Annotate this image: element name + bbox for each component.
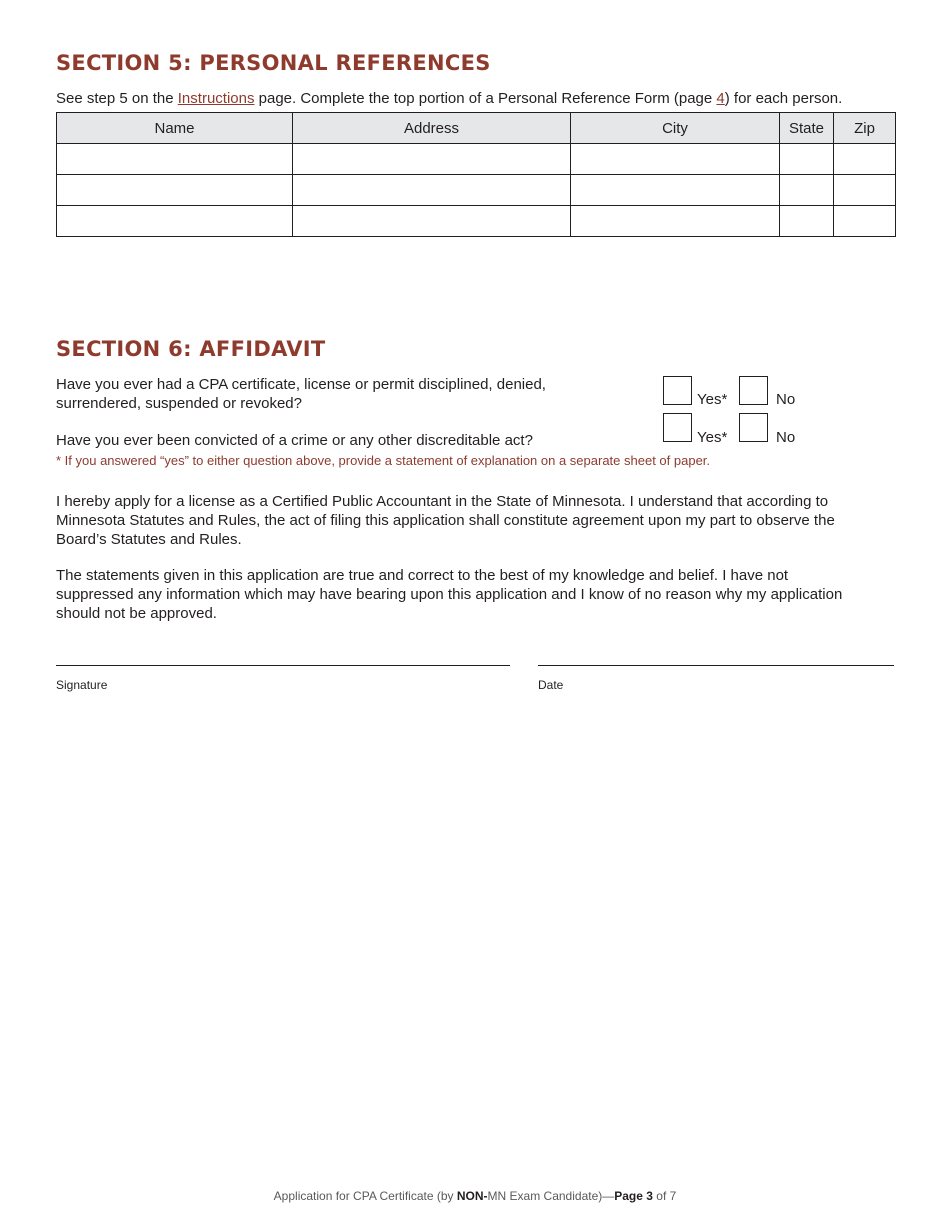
affidavit-paragraph-1 xyxy=(56,492,835,549)
reference-1-state-input[interactable] xyxy=(780,144,833,174)
reference-1-address-input[interactable] xyxy=(293,144,570,174)
question-2: Have you ever been convicted of a crime or any other discreditable act? xyxy=(56,432,533,449)
reference-1-city-input[interactable] xyxy=(571,144,779,174)
question-2-yes-label: Yes* xyxy=(697,429,728,446)
date-line[interactable] xyxy=(538,665,894,666)
paragraph-1-line-3: Board’s Statutes and Rules. xyxy=(56,531,242,548)
table-cell xyxy=(293,206,571,237)
question-1-no-label: No xyxy=(776,391,796,408)
table-cell xyxy=(293,144,571,175)
reference-2-zip-input[interactable] xyxy=(834,175,895,205)
reference-3-city-input[interactable] xyxy=(571,206,779,236)
paragraph-2-line-2: suppressed any information which may have bearing upon this application and I know of no reason why my application xyxy=(56,586,843,603)
table-cell xyxy=(293,175,571,206)
reference-1-name-input[interactable] xyxy=(57,144,292,174)
instructions-link[interactable]: Instructions xyxy=(177,90,255,107)
section6-title: SECTION 6: AFFIDAVIT xyxy=(56,337,326,361)
signature-line[interactable] xyxy=(56,665,510,666)
table-row xyxy=(57,206,896,237)
signature-label: Signature xyxy=(56,678,108,692)
table-cell xyxy=(780,175,834,206)
reference-2-state-input[interactable] xyxy=(780,175,833,205)
paragraph-1-line-2: Minnesota Statutes and Rules, the act of filing this application shall constitute agreement upon my part to observe the xyxy=(56,512,835,529)
reference-3-state-input[interactable] xyxy=(780,206,833,236)
footer-page-number: Page 3 xyxy=(614,1189,653,1203)
column-header-state: State xyxy=(780,113,834,144)
question-1-no-checkbox[interactable] xyxy=(739,376,768,405)
date-label: Date xyxy=(538,678,564,692)
question-2-no-checkbox[interactable] xyxy=(739,413,768,442)
table-cell xyxy=(57,175,293,206)
question-1 xyxy=(56,375,546,413)
reference-2-name-input[interactable] xyxy=(57,175,292,205)
intro-text-start: See step 5 on the xyxy=(56,90,178,107)
reference-3-zip-input[interactable] xyxy=(834,206,895,236)
section5-intro xyxy=(56,89,842,108)
footer-middle: MN Exam Candidate)— xyxy=(487,1189,615,1203)
footer-suffix: of 7 xyxy=(652,1189,677,1203)
section5-title: SECTION 5: PERSONAL REFERENCES xyxy=(56,51,491,75)
question-2-no-label: No xyxy=(776,429,796,446)
table-cell xyxy=(834,206,896,237)
reference-2-city-input[interactable] xyxy=(571,175,779,205)
table-cell xyxy=(834,175,896,206)
page-footer xyxy=(0,1189,950,1203)
affidavit-paragraph-2 xyxy=(56,566,842,623)
table-cell xyxy=(571,206,780,237)
table-cell xyxy=(780,206,834,237)
paragraph-1-line-1: I hereby apply for a license as a Certified Public Accountant in the State of Minnesota. I understand that according to xyxy=(56,493,829,510)
intro-text-end: ) for each person. xyxy=(724,90,843,107)
column-header-city: City xyxy=(571,113,780,144)
table-row xyxy=(57,144,896,175)
explanation-note: * If you answered “yes” to either question above, provide a statement of explanation on a separate sheet of paper. xyxy=(56,453,711,468)
references-table xyxy=(56,112,896,237)
column-header-address: Address xyxy=(293,113,571,144)
question-1-yes-checkbox[interactable] xyxy=(663,376,692,405)
table-cell xyxy=(57,206,293,237)
table-cell xyxy=(57,144,293,175)
reference-3-address-input[interactable] xyxy=(293,206,570,236)
question-1-line-1: Have you ever had a CPA certificate, license or permit disciplined, denied, xyxy=(56,376,546,393)
table-row xyxy=(57,175,896,206)
reference-2-address-input[interactable] xyxy=(293,175,570,205)
table-cell xyxy=(571,175,780,206)
footer-non: NON- xyxy=(456,1189,488,1203)
page-4-link[interactable]: 4 xyxy=(716,90,725,107)
question-2-yes-checkbox[interactable] xyxy=(663,413,692,442)
footer-prefix: Application for CPA Certificate (by xyxy=(273,1189,457,1203)
question-1-line-2: surrendered, suspended or revoked? xyxy=(56,395,302,412)
intro-text-middle: page. Complete the top portion of a Personal Reference Form (page xyxy=(254,90,717,107)
paragraph-2-line-3: should not be approved. xyxy=(56,605,217,622)
question-1-yes-label: Yes* xyxy=(697,391,728,408)
paragraph-2-line-1: The statements given in this application are true and correct to the best of my knowledge and belief. I have not xyxy=(56,567,789,584)
table-header-row xyxy=(57,113,896,144)
column-header-name: Name xyxy=(57,113,293,144)
reference-1-zip-input[interactable] xyxy=(834,144,895,174)
table-cell xyxy=(571,144,780,175)
reference-3-name-input[interactable] xyxy=(57,206,292,236)
table-cell xyxy=(834,144,896,175)
table-cell xyxy=(780,144,834,175)
column-header-zip: Zip xyxy=(834,113,896,144)
